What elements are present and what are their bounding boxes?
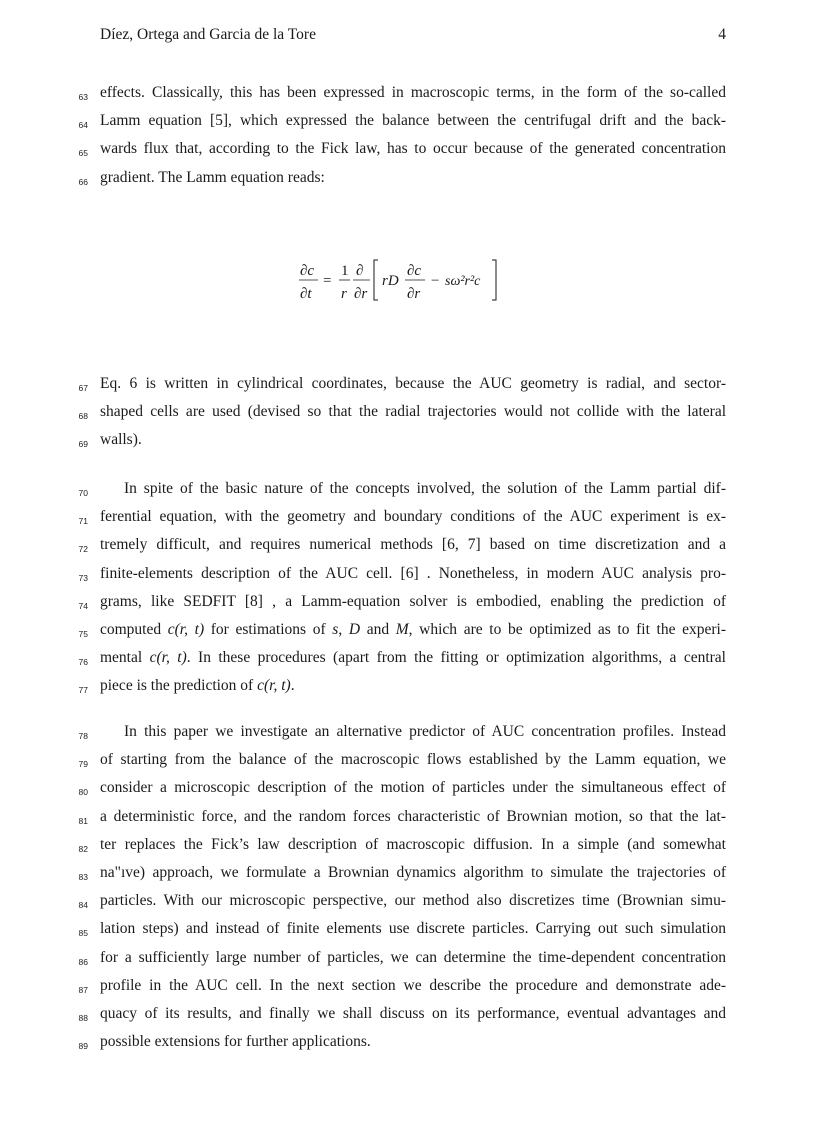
text-line — [0, 807, 827, 835]
line-number: 68 — [78, 411, 88, 422]
line-text: na"ıve) approach, we formulate a Brownian dynamics algorithm to simulate the trajectories of — [100, 863, 726, 881]
line-text: Lamm equation [5], which expressed the balance between the centrifugal drift and the back- — [100, 112, 726, 130]
eq-frac2-denominator: ∂r — [354, 286, 368, 302]
text-line — [0, 835, 827, 863]
line-number: 75 — [78, 628, 88, 639]
text-line — [0, 676, 827, 704]
line-number: 78 — [78, 731, 88, 741]
line-text: profile in the AUC cell. In the next section we describe the procedure and demonstrate ade- — [100, 976, 726, 994]
line-text: effects. Classically, this has been expressed in macroscopic terms, in the form of the so-called — [100, 84, 726, 101]
eq-minus: − — [431, 273, 440, 289]
line-text: a deterministic force, and the random forces characteristic of Brownian motion, so that the lat- — [100, 807, 726, 825]
line-text: In spite of the basic nature of the concepts involved, the solution of the Lamm partial dif- — [124, 480, 726, 497]
text-line — [0, 535, 827, 563]
line-text: ferential equation, with the geometry and boundary conditions of the AUC experiment is ex- — [100, 508, 726, 526]
line-text: walls). — [100, 431, 142, 449]
line-number: 81 — [78, 815, 88, 826]
text-line — [0, 1032, 827, 1060]
paragraph-1 — [0, 83, 827, 196]
text-line — [0, 507, 827, 535]
line-text: tremely difficult, and requires numerical methods [6, 7] based on time discretization and a — [100, 536, 726, 554]
line-text: mental c(r, t). In these procedures (apart from the fitting or optimization algorithms, a central — [100, 649, 726, 667]
text-line — [0, 479, 827, 507]
line-number: 70 — [78, 488, 88, 498]
line-number: 82 — [78, 843, 88, 854]
text-line — [0, 430, 827, 458]
line-number: 65 — [78, 148, 88, 159]
line-text: shaped cells are used (devised so that the radial trajectories would not collide with the lateral — [100, 403, 726, 421]
paragraph-2 — [0, 374, 827, 459]
text-line — [0, 1004, 827, 1032]
line-text: piece is the prediction of c(r, t). — [100, 677, 295, 695]
text-line — [0, 564, 827, 592]
line-text: particles. With our microscopic perspective, our method also discretizes time (Brownian simu- — [100, 892, 726, 910]
line-text: for a sufficiently large number of particles, we can determine the time-dependent concentration — [100, 948, 726, 966]
text-line — [0, 168, 827, 196]
text-line — [0, 139, 827, 167]
text-line — [0, 948, 827, 976]
text-line — [0, 374, 827, 402]
line-number: 67 — [78, 383, 88, 393]
line-text: grams, like SEDFIT [8] , a Lamm-equation solver is embodied, enabling the prediction of — [100, 592, 726, 610]
line-text: of starting from the balance of the macroscopic flows established by the Lamm equation, we — [100, 751, 726, 769]
line-number: 64 — [78, 120, 88, 131]
eq-equals: = — [323, 273, 332, 289]
line-number: 87 — [78, 984, 88, 995]
line-text: In this paper we investigate an alternative predictor of AUC concentration profiles. Instead — [124, 723, 726, 740]
paragraph-4 — [0, 722, 827, 1060]
line-text: quacy of its results, and finally we shall discuss on its performance, eventual advantages and — [100, 1004, 726, 1022]
text-line — [0, 402, 827, 430]
text-line — [0, 648, 827, 676]
text-line — [0, 863, 827, 891]
line-number: 74 — [78, 600, 88, 611]
eq-frac3-denominator: ∂r — [407, 286, 421, 302]
line-text: wards flux that, according to the Fick law, has to occur because of the generated concentration — [100, 140, 726, 158]
text-line — [0, 111, 827, 139]
text-line — [0, 592, 827, 620]
line-text: possible extensions for further applications. — [100, 1033, 371, 1051]
line-text: consider a microscopic description of the motion of particles under the simultaneous effect of — [100, 779, 726, 797]
line-number: 85 — [78, 928, 88, 939]
line-text: Eq. 6 is written in cylindrical coordinates, because the AUC geometry is radial, and sector- — [100, 375, 726, 392]
eq-lhs-denominator: ∂t — [300, 286, 312, 302]
line-number: 83 — [78, 871, 88, 882]
line-number: 72 — [78, 544, 88, 555]
line-number: 71 — [78, 516, 88, 527]
text-line — [0, 778, 827, 806]
line-text: gradient. The Lamm equation reads: — [100, 168, 325, 186]
line-number: 63 — [78, 92, 88, 102]
text-line — [0, 83, 827, 111]
line-text: computed c(r, t) for estimations of s, D and M, which are to be optimized as to fit the experi- — [100, 620, 727, 638]
eq-rD: rD — [382, 273, 399, 289]
line-number: 77 — [78, 685, 88, 696]
paragraph-3 — [0, 479, 827, 705]
text-line — [0, 919, 827, 947]
eq-tail-term: sω²r²c — [445, 274, 481, 289]
line-number: 69 — [78, 439, 88, 450]
line-number: 86 — [78, 956, 88, 967]
line-number: 84 — [78, 900, 88, 911]
page-number: 4 — [718, 26, 726, 43]
text-line — [0, 891, 827, 919]
lamm-equation — [298, 258, 508, 308]
line-number: 76 — [78, 657, 88, 668]
eq-frac1-denominator: r — [341, 286, 347, 302]
eq-lhs-numerator: ∂c — [300, 263, 315, 279]
text-line — [0, 976, 827, 1004]
eq-frac1-numerator: 1 — [341, 263, 349, 279]
text-line — [0, 620, 827, 648]
line-text: ter replaces the Fick’s law description of macroscopic diffusion. In a simple (and somewhat — [100, 835, 726, 853]
eq-frac3-numerator: ∂c — [407, 263, 422, 279]
line-text: lation steps) and instead of finite elements use discrete particles. Carrying out such simulation — [100, 920, 726, 938]
text-line — [0, 722, 827, 750]
line-number: 89 — [78, 1041, 88, 1052]
line-number: 79 — [78, 759, 88, 770]
line-number: 88 — [78, 1012, 88, 1023]
line-text: finite-elements description of the AUC cell. [6] . Nonetheless, in modern AUC analysis pro- — [100, 564, 726, 582]
line-number: 66 — [78, 176, 88, 187]
eq-frac2-numerator: ∂ — [356, 263, 364, 279]
line-number: 73 — [78, 572, 88, 583]
running-header-authors: Díez, Ortega and Garcia de la Tore — [100, 26, 316, 43]
line-number: 80 — [78, 787, 88, 798]
text-line — [0, 750, 827, 778]
